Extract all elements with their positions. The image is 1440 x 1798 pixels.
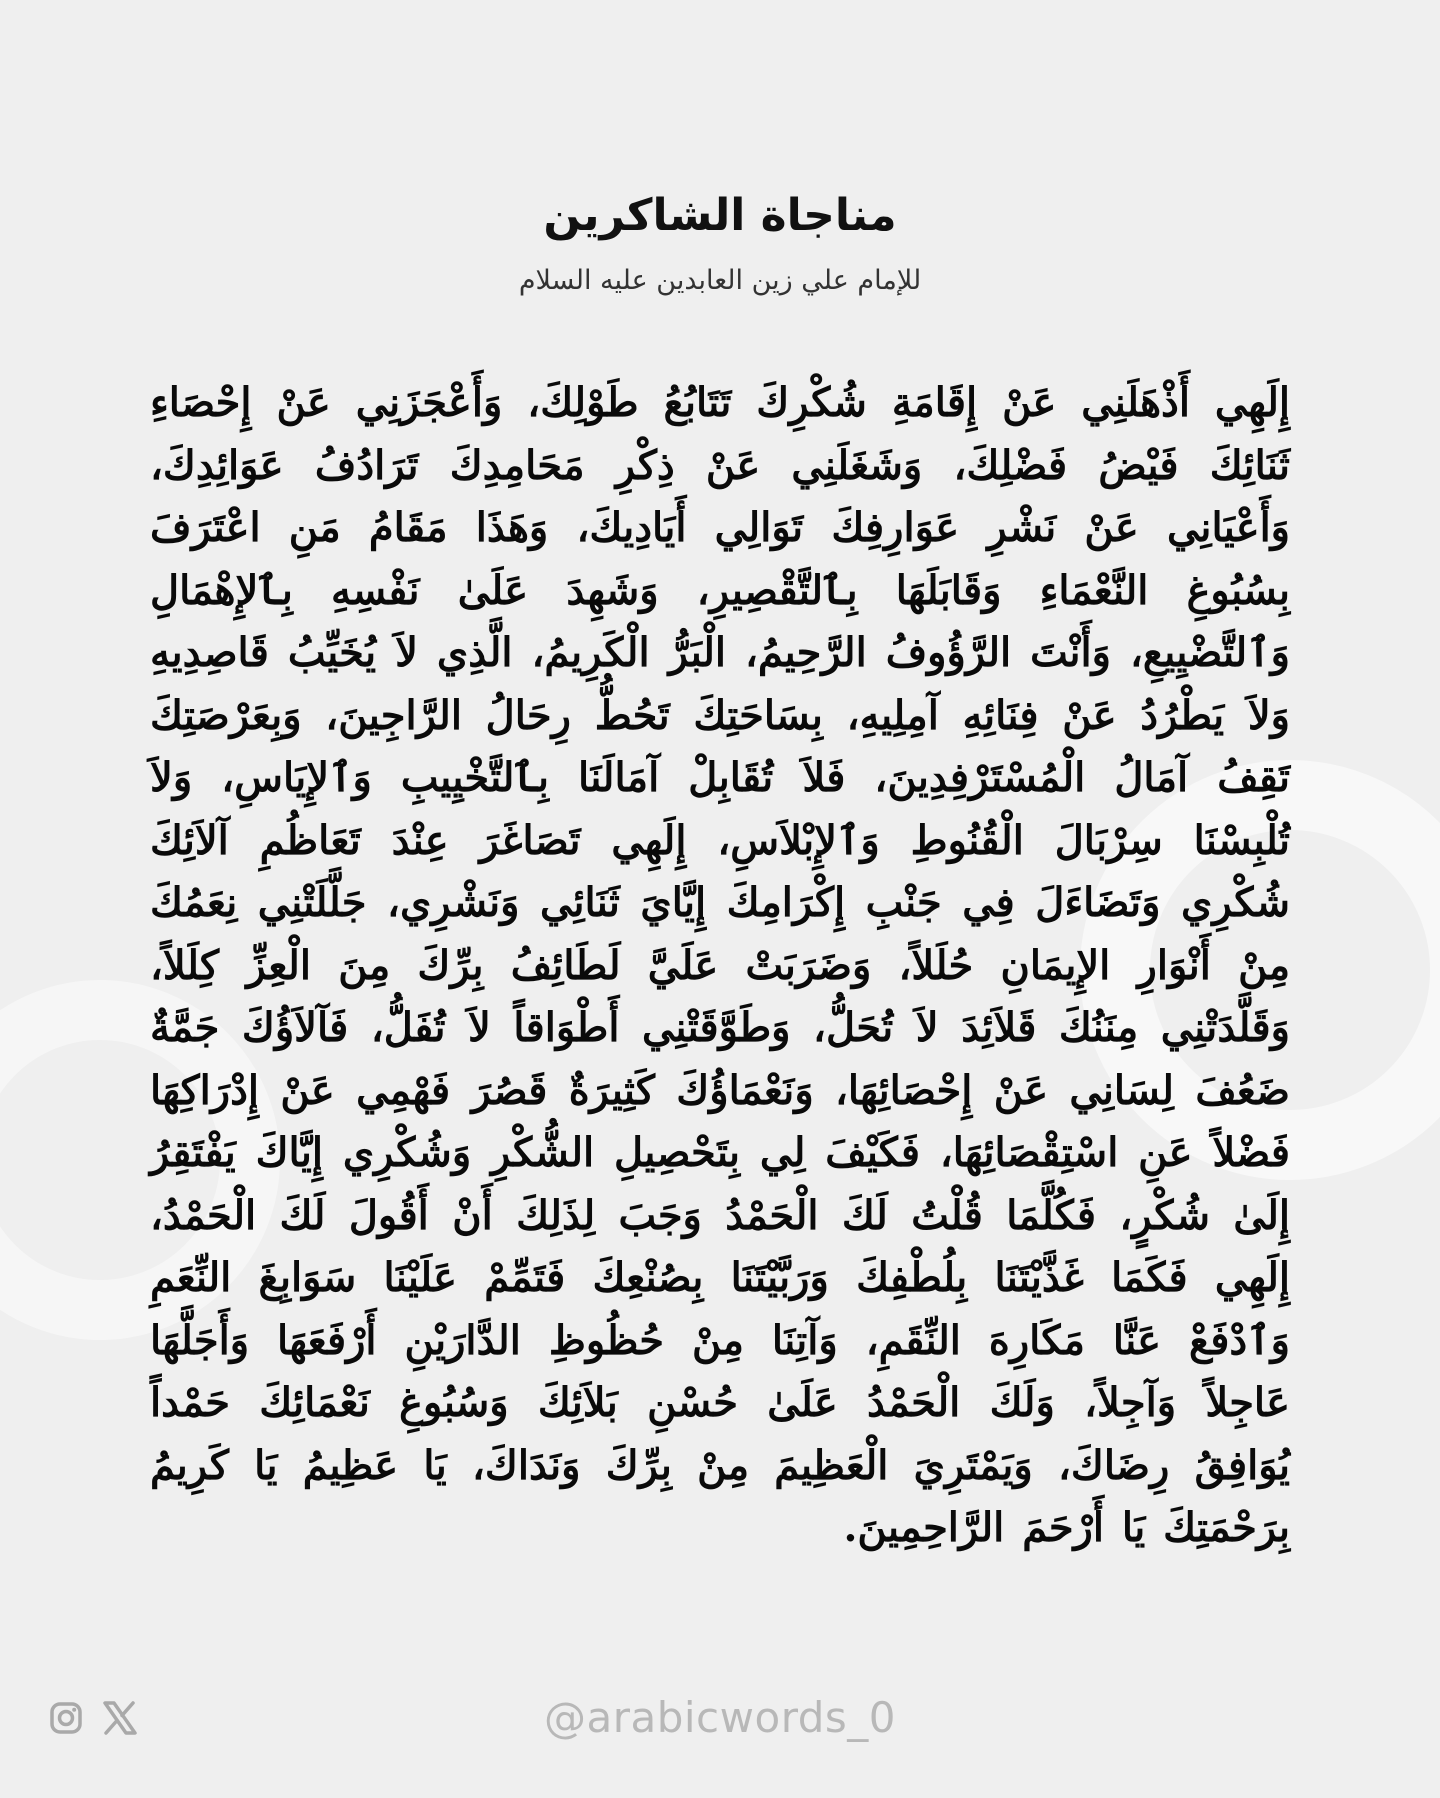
account-handle[interactable]: @arabicwords_0 (543, 1693, 896, 1742)
page-title: مناجاة الشاكرين (543, 190, 897, 241)
supplication-text: إِلَهِي أَذْهَلَنِي عَنْ إِقَامَةِ شُكْرِكَ تَتَابُعُ طَوْلِكَ، وَأَعْجَزَنِي عَنْ إِحْصَاءِ ثَنَائِكَ فَيْضُ فَضْلِكَ، وَشَغَلَنِي عَنْ ذِكْرِ مَحَامِدِكَ تَرَادُفُ عَوَائِدِكَ، وَأَعْيَانِي عَنْ نَشْرِ عَوَارِفِكَ تَوَالِي أَيَادِيكَ، وَهَذَا مَقَامُ مَنِ اعْتَرَفَ بِسُبُوغِ النَّعْمَاءِ وَقَابَلَهَا بِٱلتَّقْصِيرِ، وَشَهِدَ عَلَىٰ نَفْسِهِ بِٱلإِهْمَالِ وَٱلتَّضْيِيعِ، وَأَنْتَ الرَّؤُوفُ الرَّحِيمُ، الْبَرُّ الْكَرِيمُ، الَّذِي لاَ يُخَيِّبُ قَاصِدِيهِ وَلاَ يَطْرُدُ عَنْ فِنَائِهِ آمِلِيهِ، بِسَاحَتِكَ تَحُطُّ رِحَالُ الرَّاجِينَ، وَبِعَرْصَتِكَ تَقِفُ آمَالُ الْمُسْتَرْفِدِينَ، فَلاَ تُقَابِلْ آمَالَنَا بِٱلتَّخْيِيبِ وَٱلإِيَاسِ، وَلاَ تُلْبِسْنَا سِرْبَالَ الْقُنُوطِ وَٱلإِبْلاَسِ، إِلَهِي تَصَاغَرَ عِنْدَ تَعَاظُمِ آلاَئِكَ شُكْرِي وَتَضَاءَلَ فِي جَنْبِ إِكْرَامِكَ إِيَّايَ ثَنَائِي وَنَشْرِي، جَلَّلَتْنِي نِعَمُكَ مِنْ أَنْوَارِ الإِيمَانِ حُلَلاً، وَضَرَبَتْ عَلَيَّ لَطَائِفُ بِرِّكَ مِنَ الْعِزِّ كِلَلاً، وَقَلَّدَتْنِي مِنَنُكَ قَلاَئِدَ لاَ تُحَلُّ، وَطَوَّقَتْنِي أَطْوَاقاً لاَ تُفَلُّ، فَآلاَؤُكَ جَمَّةٌ ضَعُفَ لِسَانِي عَنْ إِحْصَائِهَا، وَنَعْمَاؤُكَ كَثِيرَةٌ قَصُرَ فَهْمِي عَنْ إِدْرَاكِهَا فَضْلاً عَنِ اسْتِقْصَائِهَا، فَكَيْفَ لِي بِتَحْصِيلِ الشُّكْرِ وَشُكْرِي إِيَّاكَ يَفْتَقِرُ إِلَىٰ شُكْرٍ، فَكُلَّمَا قُلْتُ لَكَ الْحَمْدُ وَجَبَ لِذَلِكَ أَنْ أَقُولَ لَكَ الْحَمْدُ، إِلَهِي فَكَمَا غَذَّيْتَنَا بِلُطْفِكَ وَرَبَّيْتَنَا بِصُنْعِكَ فَتَمِّمْ عَلَيْنَا سَوَابِغَ النِّعَمِ وَٱدْفَعْ عَنَّا مَكَارِهَ النِّقَمِ، وَآتِنَا مِنْ حُظُوظِ الدَّارَيْنِ أَرْفَعَهَا وَأَجَلَّهَا عَاجِلاً وَآجِلاً، وَلَكَ الْحَمْدُ عَلَىٰ حُسْنِ بَلاَئِكَ وَسُبُوغِ نَعْمَائِكَ حَمْداً يُوَافِقُ رِضَاكَ، وَيَمْتَرِيَ الْعَظِيمَ مِنْ بِرِّكَ وَنَدَاكَ، يَا عَظِيمُ يَا كَرِيمُ بِرَحْمَتِكَ يَا أَرْحَمَ الرَّاحِمِينَ. (150, 379, 1290, 1551)
footer (0, 1690, 1440, 1750)
page-subtitle: للإمام علي زين العابدين عليه السلام (518, 264, 922, 296)
header (0, 190, 1440, 298)
